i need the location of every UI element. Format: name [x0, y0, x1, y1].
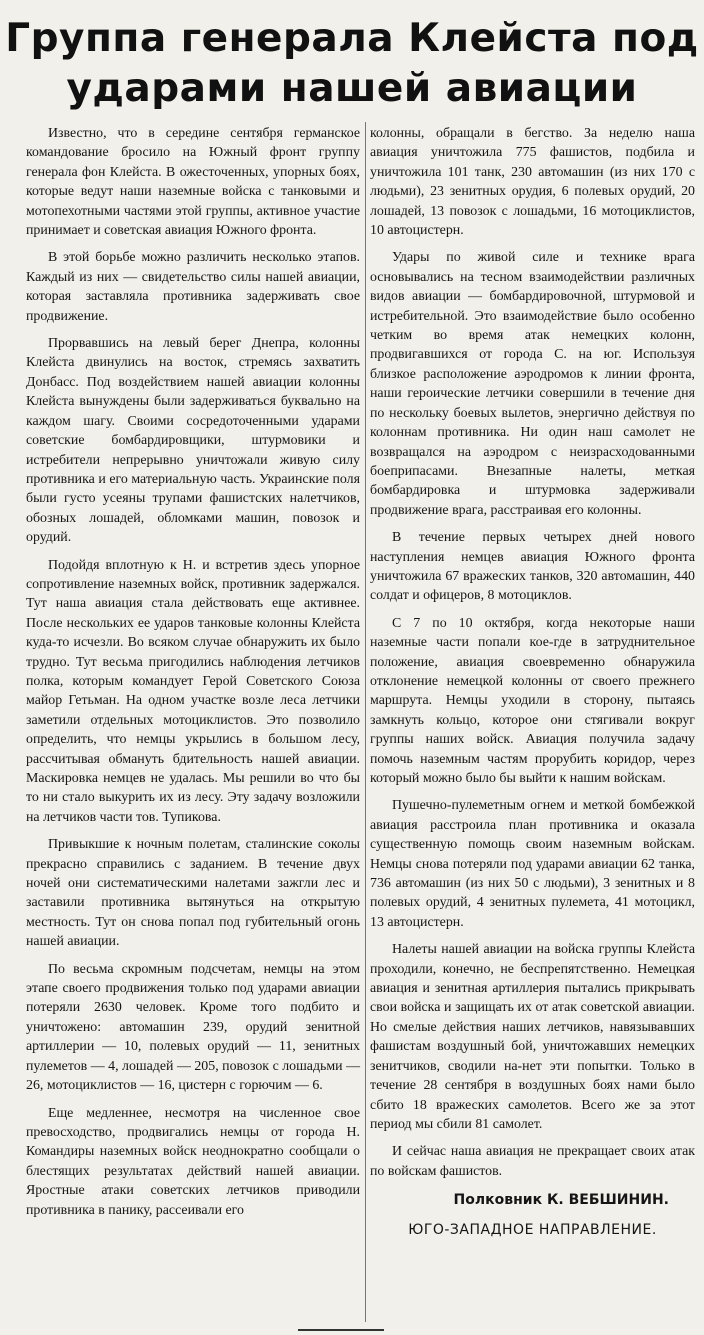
- author-signature: Полковник К. ВЕБШИНИН.: [453, 1192, 669, 1209]
- paragraph: Известно, что в середине сентября германское командование бросило на Южный фронт группу генерала фон Клейста. В ожесточенных, упорных боях, которые ведут наши наземные войска с танковыми и мотопехотными частями этой группы, активное участие принимает и советская авиация Южного фронта.: [26, 126, 360, 239]
- right-column: [370, 124, 695, 1240]
- paragraph: В этой борьбе можно различить несколько этапов. Каждый из них — свидетельство силы нашей авиации, которая заставляла противника задерживать свое продвижение.: [26, 250, 360, 324]
- column-divider: [365, 122, 366, 1322]
- dateline-place: ЮГО-ЗАПАДНОЕ НАПРАВЛЕНИЕ.: [408, 1221, 657, 1238]
- paragraph: колонны, обращали в бегство. За неделю наша авиация уничтожила 775 фашистов, подбила и уничтожила 101 танк, 230 автомашин (из них 170 с людьми), 23 зенитных орудия, 6 полевых орудий, 20 лошадей, 13 повозок с лошадьми, 16 мотоциклистов, 10 автоцистерн.: [370, 126, 695, 239]
- paragraph: Прорвавшись на левый берег Днепра, колонны Клейста двинулись на восток, стремясь захватить Донбасс. Под воздействием нашей авиации колонны Клейста вынуждены были задерживаться буквально на каждом шагу. Своими сосредоточенными ударами советские бомбардировщики, штурмовики и истребители непрерывно уничтожали живую силу противника и его материальную часть. Украинские поля были густо усеяны трупами фашистских налетчиков, обозных лошадей, обломками машин, повозок и орудий.: [26, 336, 360, 546]
- paragraph: Привыкшие к ночным полетам, сталинские соколы прекрасно справились с заданием. В течение двух ночей они систематическими налетами зажгли лес и заставили противника вытянуться на открытую местность. Тут он снова попал под губительный огонь нашей авиации.: [26, 837, 360, 950]
- footer-rule: [298, 1329, 384, 1331]
- paragraph: Пушечно-пулеметным огнем и меткой бомбежкой авиация расстроила план противника и оказала существенную помощь своим наземным войскам. Немцы снова потеряли под ударами авиации 62 танка, 736 автомашин (из них 50 с людьми), 3 зенитных и 8 полевых орудий, 4 зенитных пулемета, 41 мотоцикл, 13 автоцистерн.: [370, 798, 695, 930]
- paragraph: Еще медленнее, несмотря на численное свое превосходство, продвигались немцы от города Н. Командиры наземных войск неоднократно сообщали о блестящих результатах действий нашей авиации. Яростные атаки советских летчиков приводили противника в панику, рассеивали его: [26, 1105, 360, 1218]
- left-column: [26, 124, 360, 1228]
- paragraph: По весьма скромным подсчетам, немцы на этом этапе своего продвижения только под ударами авиации потеряли 2630 человек. Кроме того подбито и уничтожено: автомашин 239, орудий зенитной артиллерии — 10, полевых орудий — 11, зенитных пулеметов — 4, лошадей — 205, повозок с лошадьми — 26, мотоциклистов — 16, цистерн с горючим — 6.: [26, 961, 360, 1094]
- paragraph: Подойдя вплотную к Н. и встретив здесь упорное сопротивление наземных войск, противник задержался. Тут наша авиация стала действовать еще активнее. После нескольких ее ударов танковые колонны Клейста куда-то исчезли. Во всяком случае обнаружить их было трудно. Тут весьма пригодились наблюдения летчиков полка, которым командует Герой Советского Союза майор Гетьман. На одном участке возле леса летчики заметили отдельных мотоциклистов. Это позволило определить, что немцы укрылись в большом лесу, рассчитывая обмануть бдительность нашей авиации. Маскировка немцев не удалась. Мы решили во что бы то ни стало выкурить их из лесу. Эту задачу возложили на летчиков части тов. Тупикова.: [26, 557, 360, 825]
- headline-line-2: ударами нашей авиации: [66, 66, 638, 111]
- paragraph: И сейчас наша авиация не прекращает своих атак по войскам фашистов.: [370, 1144, 695, 1179]
- paragraph: Налеты нашей авиации на войска группы Клейста проходили, конечно, не беспрепятственно. Немецкая авиация и зенитная артиллерия пытались прикрывать свои войска и защищать их от атак советской авиации. Но смелые действия наших летчиков, навязывавших фашистам воздушный бой, уничтожавших немецких зенитчиков, сводили на-нет эти попытки. Только в течение 28 сентября в воздушных боях нами было сбито 18 вражеских самолетов. Всего же за этот период мы сбили 81 самолет.: [370, 942, 695, 1132]
- headline-line-1: Группа генерала Клейста под: [5, 16, 699, 61]
- paragraph: С 7 по 10 октября, когда некоторые наши наземные части попали кое-где в затруднительное положение, авиация своевременно обнаружила отклонение немецкой колонны от своего прежнего маршрута. Немцы уходили в сторону, пытаясь замкнуть кольцо, которое они стягивали вокруг группы наших войск. Авиация получила задачу помочь наземным частям прорубить коридор, через который можно было бы выйти к нашим войскам.: [370, 615, 695, 786]
- paragraph: В течение первых четырех дней нового наступления немцев авиация Южного фронта уничтожила 67 вражеских танков, 320 автомашин, 440 солдат и офицеров, 8 мотоциклов.: [370, 530, 695, 604]
- article-headline: [0, 14, 704, 114]
- paragraph: Удары по живой силе и технике врага основывались на тесном взаимодействии различных видов авиации — бомбардировочной, штурмовой и истребительной. Это взаимодействие было особенно четким во время атак немецких колонн, продвигавшихся от города С. на юг. Используя близкое расположение аэродромов к линии фронта, наши героические летчики совершили в течение дня по нескольку боевых вылетов, энергично действуя по колоннам противника. Ни один наш самолет не возвращался на аэродром с неизрасходованными боеприпасами. Внезапные налеты, меткая бомбардировка и штурмовка задерживали продвижение врага, расстраивая его колонны.: [370, 250, 695, 518]
